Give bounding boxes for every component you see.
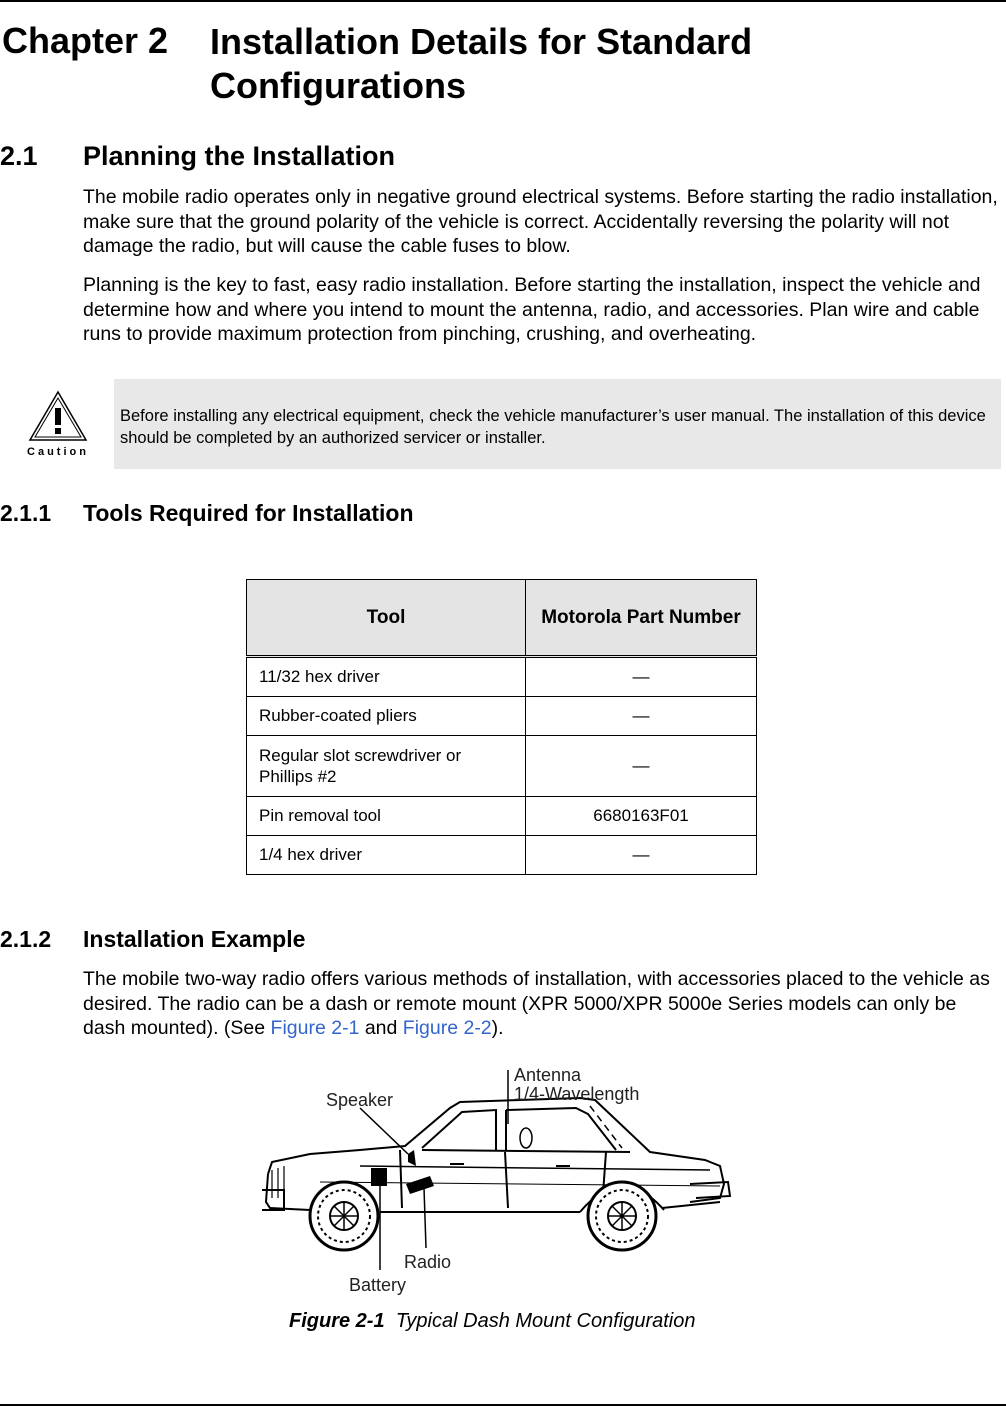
part-number-cell: — xyxy=(526,736,757,797)
tool-cell: Rubber-coated pliers xyxy=(247,697,526,736)
caution-text: Before installing any electrical equipment, check the vehicle manufacturer’s user manual. The installation of this device should be completed by an authorized servicer or installer. xyxy=(120,407,986,447)
table-row xyxy=(247,797,757,836)
caution-icon xyxy=(26,388,90,460)
tool-cell: 11/32 hex driver xyxy=(247,657,526,697)
paragraph-text: The mobile two-way radio offers various methods of installation, with accessories placed to the vehicle as desired. The radio can be a dash or remote mount (XPR 5000/XPR 5000e Series models can only be dash mounted). (See xyxy=(83,968,990,1039)
figure-caption xyxy=(289,1310,695,1333)
tools-table xyxy=(246,579,757,875)
paragraph-text: and xyxy=(359,1017,403,1039)
radio-label: Radio xyxy=(404,1252,452,1272)
tool-cell: 1/4 hex driver xyxy=(247,836,526,875)
antenna-label: Antenna xyxy=(514,1065,582,1085)
table-row xyxy=(247,736,757,797)
caution-box xyxy=(114,379,1001,469)
figure-2-1 xyxy=(250,1062,750,1302)
radio-shape xyxy=(406,1176,434,1194)
paragraph: Planning is the key to fast, easy radio installation. Before starting the installation, inspect the vehicle and determine how and where you intend to mount the antenna, radio, and accessories. Plan wire and cable runs to provide maximum protection from pinching, crushing, and overheating. xyxy=(83,274,981,345)
bottom-rule xyxy=(0,1404,1006,1406)
column-header-part-number: Motorola Part Number xyxy=(526,580,757,657)
caution-label: Caution xyxy=(27,446,89,458)
rear-wheel xyxy=(588,1182,656,1250)
section-title: Planning the Installation xyxy=(83,141,396,171)
battery-label: Battery xyxy=(349,1275,407,1295)
table-header-row xyxy=(247,580,757,657)
column-header-tool: Tool xyxy=(247,580,526,657)
caption-text: Typical Dash Mount Configuration xyxy=(395,1310,696,1332)
table-row xyxy=(247,697,757,736)
table-row xyxy=(247,657,757,697)
tool-cell: Regular slot screwdriver or Phillips #2 xyxy=(247,736,526,797)
section-number: 2.1.2 xyxy=(0,926,52,952)
paragraph-text: ). xyxy=(491,1017,504,1039)
figure-2-1-link[interactable]: Figure 2-1 xyxy=(270,1017,360,1039)
section-title: Tools Required for Installation xyxy=(83,500,414,526)
paragraph xyxy=(83,967,1001,1041)
part-number-cell: — xyxy=(526,836,757,875)
section-2-1-1-heading xyxy=(0,500,600,527)
car-illustration xyxy=(250,1062,750,1302)
chapter-number: Chapter 2 xyxy=(2,20,169,61)
section-number: 2.1 xyxy=(0,141,38,171)
speaker-label: Speaker xyxy=(326,1090,394,1110)
figure-2-2-link[interactable]: Figure 2-2 xyxy=(402,1017,492,1039)
part-number-cell: — xyxy=(526,697,757,736)
front-wheel xyxy=(310,1182,378,1250)
battery-shape xyxy=(371,1168,387,1186)
antenna-wavelength-label: 1/4-Wavelength xyxy=(514,1084,640,1104)
caption-number: Figure 2-1 xyxy=(289,1310,385,1332)
chapter-title: Installation Details for Standard Configurations xyxy=(210,21,753,106)
top-rule xyxy=(0,0,1006,2)
part-number-cell: — xyxy=(526,657,757,697)
section-2-1-heading xyxy=(0,141,600,172)
table-row xyxy=(247,836,757,875)
tool-cell: Pin removal tool xyxy=(247,797,526,836)
section-2-1-2-heading xyxy=(0,926,600,953)
section-number: 2.1.1 xyxy=(0,500,52,526)
section-title: Installation Example xyxy=(83,926,306,952)
paragraph: The mobile radio operates only in negative ground electrical systems. Before starting the radio installation, make sure that the ground polarity of the vehicle is correct. Accidentally reversing the polarity will not damage the radio, but will cause the cable fuses to blow. xyxy=(83,186,998,257)
speaker-shape xyxy=(408,1150,416,1166)
part-number-cell: 6680163F01 xyxy=(526,797,757,836)
